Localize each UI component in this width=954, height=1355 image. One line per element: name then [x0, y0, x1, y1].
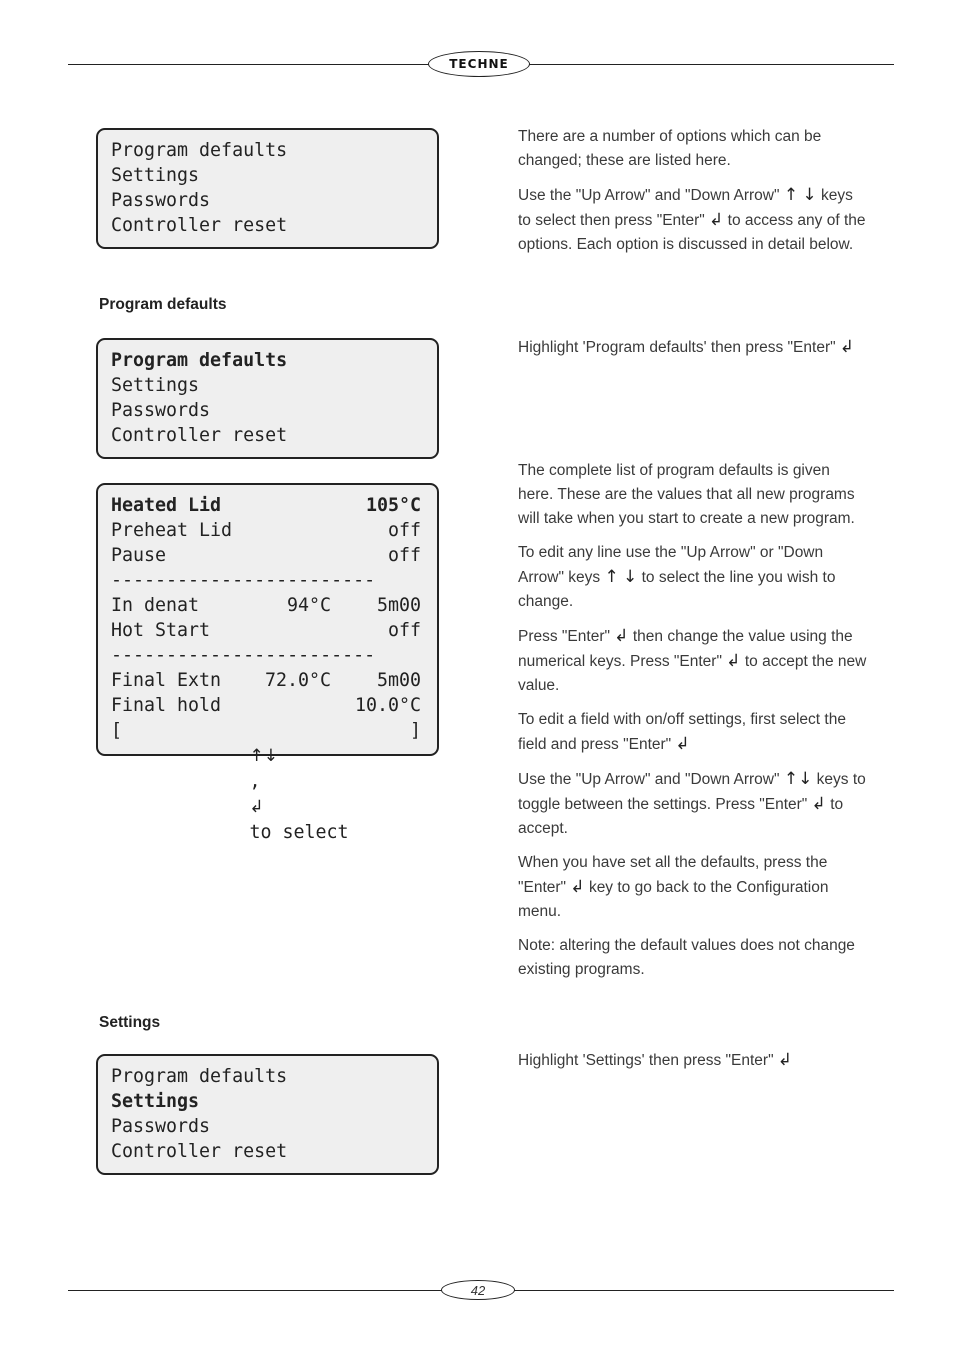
- down-arrow-icon: ↓: [802, 185, 817, 205]
- lcd-line: Controller reset: [111, 1141, 288, 1162]
- enter-icon: ↲: [570, 877, 585, 897]
- intro-text: [518, 125, 868, 267]
- lcd-label: In denat: [111, 595, 200, 616]
- lcd-menu-program-highlight: [96, 338, 439, 459]
- lcd-row-final-extn: [111, 668, 421, 693]
- description-text-part: key to go back to the Configuration menu.: [518, 879, 829, 920]
- up-arrow-icon: ↑: [249, 746, 264, 766]
- lcd-row-heated-lid: [111, 493, 421, 518]
- section-heading-settings: Settings: [99, 1014, 161, 1031]
- section-heading-program-defaults: Program defaults: [99, 296, 227, 313]
- lcd-line-selected: Program defaults: [111, 350, 288, 371]
- down-arrow-icon: ↓: [798, 769, 813, 789]
- description-paragraph: [518, 767, 868, 841]
- lcd-divider: ------------------------: [111, 570, 376, 591]
- lcd-value: 105°C: [365, 495, 421, 516]
- lcd-line: Settings: [111, 165, 200, 186]
- page-number: 42: [441, 1280, 515, 1300]
- description-text-part: then change the value using the numerical keys. Press "Enter": [518, 628, 853, 670]
- instruction-paragraph: [518, 1048, 868, 1073]
- intro-text-part: to access any of the options. Each option is discussed in detail below.: [518, 212, 866, 253]
- defaults-description: [518, 459, 868, 992]
- lcd-line: Program defaults: [111, 140, 288, 161]
- lcd-line: Settings: [111, 375, 200, 396]
- description-paragraph: [518, 541, 868, 614]
- lcd-line: Passwords: [111, 190, 211, 211]
- enter-icon: ↲: [709, 210, 724, 230]
- up-arrow-icon: ↑: [604, 567, 619, 587]
- intro-paragraph: There are a number of options which can be changed; these are listed here.: [518, 128, 822, 169]
- lcd-value: off: [387, 520, 421, 541]
- instruction-text: Highlight 'Program defaults' then press "Enter": [518, 339, 836, 356]
- lcd-divider: ------------------------: [111, 645, 376, 666]
- lcd-value: off: [387, 545, 421, 566]
- lcd-value: 5m00: [376, 595, 421, 616]
- enter-icon: ↲: [249, 797, 264, 817]
- enter-icon: ↲: [726, 651, 741, 671]
- enter-icon: ↲: [811, 794, 826, 814]
- description-text-part: Use the "Up Arrow" and "Down Arrow": [518, 771, 780, 788]
- description-text-part: Press "Enter": [518, 628, 610, 645]
- lcd-label: Hot Start: [111, 620, 211, 641]
- lcd-label: Final Extn: [111, 670, 222, 691]
- up-arrow-icon: ↑: [783, 185, 799, 205]
- description-text-part: To edit a field with on/off settings, first select the field and press "Enter": [518, 711, 846, 753]
- description-paragraph: [518, 624, 868, 698]
- intro-text-part: Use the "Up Arrow" and "Down Arrow": [518, 187, 780, 204]
- lcd-menu-main: [96, 128, 439, 249]
- description-text-part: to select the line you wish to change.: [518, 569, 836, 610]
- lcd-line: Program defaults: [111, 1066, 288, 1087]
- down-arrow-icon: ↓: [623, 567, 638, 587]
- techne-logo: TECHNE: [428, 51, 530, 77]
- enter-icon: ↲: [675, 734, 690, 754]
- instruction-text: Highlight 'Settings' then press "Enter": [518, 1052, 774, 1069]
- description-paragraph: [518, 851, 868, 924]
- intro-text-part: keys to select then press "Enter": [518, 187, 853, 229]
- lcd-value: 10.0°C: [354, 695, 421, 716]
- lcd-row-final-hold: [111, 693, 421, 718]
- lcd-value: off: [387, 620, 421, 641]
- enter-icon: ↲: [777, 1050, 793, 1070]
- lcd-line: Passwords: [111, 1116, 211, 1137]
- lcd-label: Final hold: [111, 695, 222, 716]
- lcd-footer-keys: [183, 718, 348, 870]
- description-text-part: To edit any line use the "Up Arrow" or "Down Arrow" keys: [518, 544, 824, 586]
- lcd-label: Preheat Lid: [111, 520, 233, 541]
- intro-paragraph: [518, 183, 868, 257]
- down-arrow-icon: ↓: [263, 746, 278, 766]
- lcd-line: Passwords: [111, 400, 211, 421]
- enter-icon: ↲: [614, 626, 629, 646]
- enter-icon: ↲: [839, 337, 855, 357]
- lcd-footer: [111, 718, 421, 870]
- highlight-settings-text: [518, 1048, 868, 1083]
- lcd-bracket: [: [111, 720, 123, 741]
- description-text-part: to accept the new value.: [518, 653, 867, 694]
- lcd-line-selected: Settings: [111, 1091, 200, 1112]
- lcd-line: Controller reset: [111, 425, 288, 446]
- instruction-paragraph: [518, 335, 868, 360]
- lcd-row-pause: [111, 543, 421, 568]
- highlight-program-text: [518, 335, 868, 370]
- lcd-comma: ,: [249, 771, 261, 792]
- lcd-menu-settings-highlight: [96, 1054, 439, 1175]
- lcd-row-hot-start: [111, 618, 421, 643]
- description-paragraph: Note: altering the default values does not change existing programs.: [518, 937, 855, 978]
- lcd-value: 72.0°C: [264, 670, 331, 691]
- lcd-label: Heated Lid: [111, 495, 222, 516]
- lcd-value: 94°C: [286, 595, 331, 616]
- lcd-bracket: ]: [409, 720, 421, 741]
- up-arrow-icon: ↑: [783, 769, 799, 789]
- description-paragraph: [518, 708, 868, 757]
- lcd-row-preheat-lid: [111, 518, 421, 543]
- lcd-label: Pause: [111, 545, 167, 566]
- description-text-part: to accept.: [518, 796, 844, 837]
- lcd-line: Controller reset: [111, 215, 288, 236]
- description-text-part: When you have set all the defaults, press the "Enter": [518, 854, 828, 896]
- description-text-part: keys to toggle between the settings. Press "Enter": [518, 771, 866, 813]
- lcd-row-in-denat: [111, 593, 421, 618]
- description-paragraph: The complete list of program defaults is given here. These are the values that all new programs will take when you start to create a new program.: [518, 462, 855, 527]
- lcd-program-defaults: [96, 483, 439, 843]
- lcd-footer-text: to select: [249, 822, 349, 843]
- lcd-value: 5m00: [376, 670, 421, 691]
